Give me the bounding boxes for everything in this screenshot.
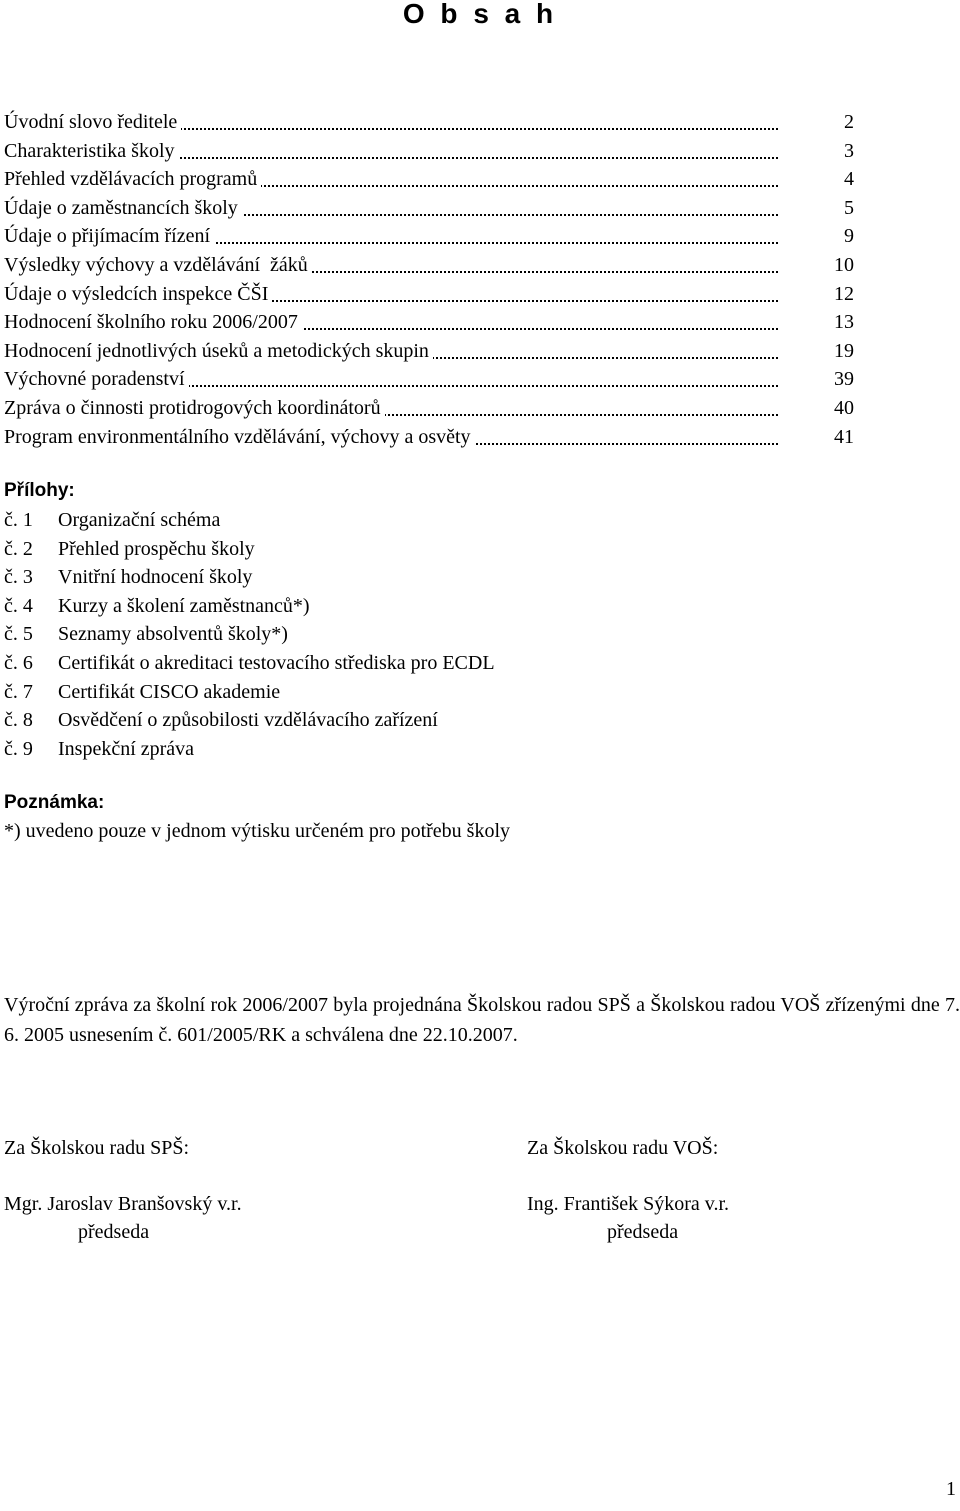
attachment-number: č. 5 xyxy=(4,623,33,646)
toc-label: Výchovné poradenství xyxy=(4,365,189,394)
signature-name: Ing. František Sýkora v.r. xyxy=(527,1193,730,1215)
toc-page-number: 19 xyxy=(834,339,854,362)
note-heading: Poznámka: xyxy=(4,792,105,813)
toc-page-number: 12 xyxy=(834,282,854,305)
attachment-title: Seznamy absolventů školy*) xyxy=(58,623,288,646)
toc-row xyxy=(4,137,854,166)
attachment-title: Přehled prospěchu školy xyxy=(58,537,255,560)
toc-page-number: 39 xyxy=(834,368,854,391)
attachment-title: Certifikát o akreditaci testovacího střediska pro ECDL xyxy=(58,651,495,674)
signature-org: Za Školskou radu SPŠ: xyxy=(4,1137,190,1159)
toc-page-number: 40 xyxy=(834,396,854,419)
toc-page-number: 5 xyxy=(844,196,854,219)
list-item xyxy=(4,706,495,735)
attachment-title: Organizační schéma xyxy=(58,509,221,531)
attachment-number: č. 2 xyxy=(4,537,33,560)
toc-row xyxy=(4,108,854,137)
signature-role: předseda xyxy=(607,1221,679,1243)
toc-label: Údaje o zaměstnancích školy xyxy=(4,194,242,223)
table-of-contents xyxy=(4,108,854,451)
toc-row xyxy=(4,165,854,194)
attachment-title: Inspekční zpráva xyxy=(58,737,195,760)
attachments-list xyxy=(4,506,495,763)
toc-row xyxy=(4,423,854,452)
signature-block-sps xyxy=(4,1134,242,1246)
list-item xyxy=(4,649,495,678)
signature-block-vos xyxy=(527,1134,729,1246)
toc-page-number: 9 xyxy=(844,225,854,248)
toc-page-number: 10 xyxy=(834,253,854,276)
list-item xyxy=(4,506,495,535)
toc-label: Zpráva o činnosti protidrogových koordinátorů xyxy=(4,394,385,423)
toc-label: Program environmentálního vzdělávání, výchovy a osvěty xyxy=(4,423,475,452)
signature-name: Mgr. Jaroslav Branšovský v.r. xyxy=(4,1193,242,1215)
toc-row xyxy=(4,394,854,423)
toc-row xyxy=(4,365,854,394)
toc-label: Charakteristika školy xyxy=(4,137,179,166)
attachment-title: Kurzy a školení zaměstnanců*) xyxy=(58,594,310,617)
toc-label: Údaje o výsledcích inspekce ČŠI xyxy=(4,280,272,309)
list-item xyxy=(4,735,495,764)
toc-page-number: 3 xyxy=(844,139,854,162)
attachment-number: č. 8 xyxy=(4,709,33,732)
attachment-number: č. 1 xyxy=(4,509,33,531)
approval-paragraph: Výroční zpráva za školní rok 2006/2007 byla projednána Školskou radou SPŠ a Školskou radou VOŠ zřízenými dne 7. 6. 2005 usnesením č. 601/2005/RK a schválena dne 22.10.2007. xyxy=(4,994,960,1046)
attachment-number: č. 6 xyxy=(4,651,33,674)
toc-page-number: 41 xyxy=(834,425,854,448)
list-item xyxy=(4,535,495,564)
toc-row xyxy=(4,308,854,337)
list-item xyxy=(4,678,495,707)
toc-row xyxy=(4,251,854,280)
attachments-heading: Přílohy: xyxy=(4,480,75,501)
attachment-number: č. 9 xyxy=(4,737,33,760)
attachment-number: č. 3 xyxy=(4,566,33,589)
toc-row xyxy=(4,222,854,251)
page-title: O b s a h xyxy=(402,0,558,29)
toc-row xyxy=(4,194,854,223)
toc-page-number: 2 xyxy=(844,111,854,133)
signature-role: předseda xyxy=(78,1221,150,1243)
toc-label: Údaje o přijímacím řízení xyxy=(4,222,214,251)
toc-page-number: 4 xyxy=(844,168,854,191)
attachment-number: č. 4 xyxy=(4,594,33,617)
toc-label: Úvodní slovo ředitele xyxy=(4,108,181,137)
list-item xyxy=(4,563,495,592)
toc-row xyxy=(4,337,854,366)
toc-label: Hodnocení jednotlivých úseků a metodických skupin xyxy=(4,337,433,366)
toc-page-number: 13 xyxy=(834,311,854,334)
note-text: *) uvedeno pouze v jednom výtisku určeném pro potřebu školy xyxy=(4,820,510,842)
list-item xyxy=(4,592,495,621)
toc-row xyxy=(4,280,854,309)
attachment-title: Osvědčení o způsobilosti vzdělávacího zařízení xyxy=(58,709,438,732)
toc-label: Hodnocení školního roku 2006/2007 xyxy=(4,308,302,337)
page-number: 1 xyxy=(946,1478,956,1500)
attachment-number: č. 7 xyxy=(4,680,33,703)
toc-label: Přehled vzdělávacích programů xyxy=(4,165,261,194)
list-item xyxy=(4,620,495,649)
toc-label: Výsledky výchovy a vzdělávání žáků xyxy=(4,251,312,280)
signature-org: Za Školskou radu VOŠ: xyxy=(527,1137,719,1159)
attachment-title: Vnitřní hodnocení školy xyxy=(58,566,253,589)
attachment-title: Certifikát CISCO akademie xyxy=(58,680,281,703)
